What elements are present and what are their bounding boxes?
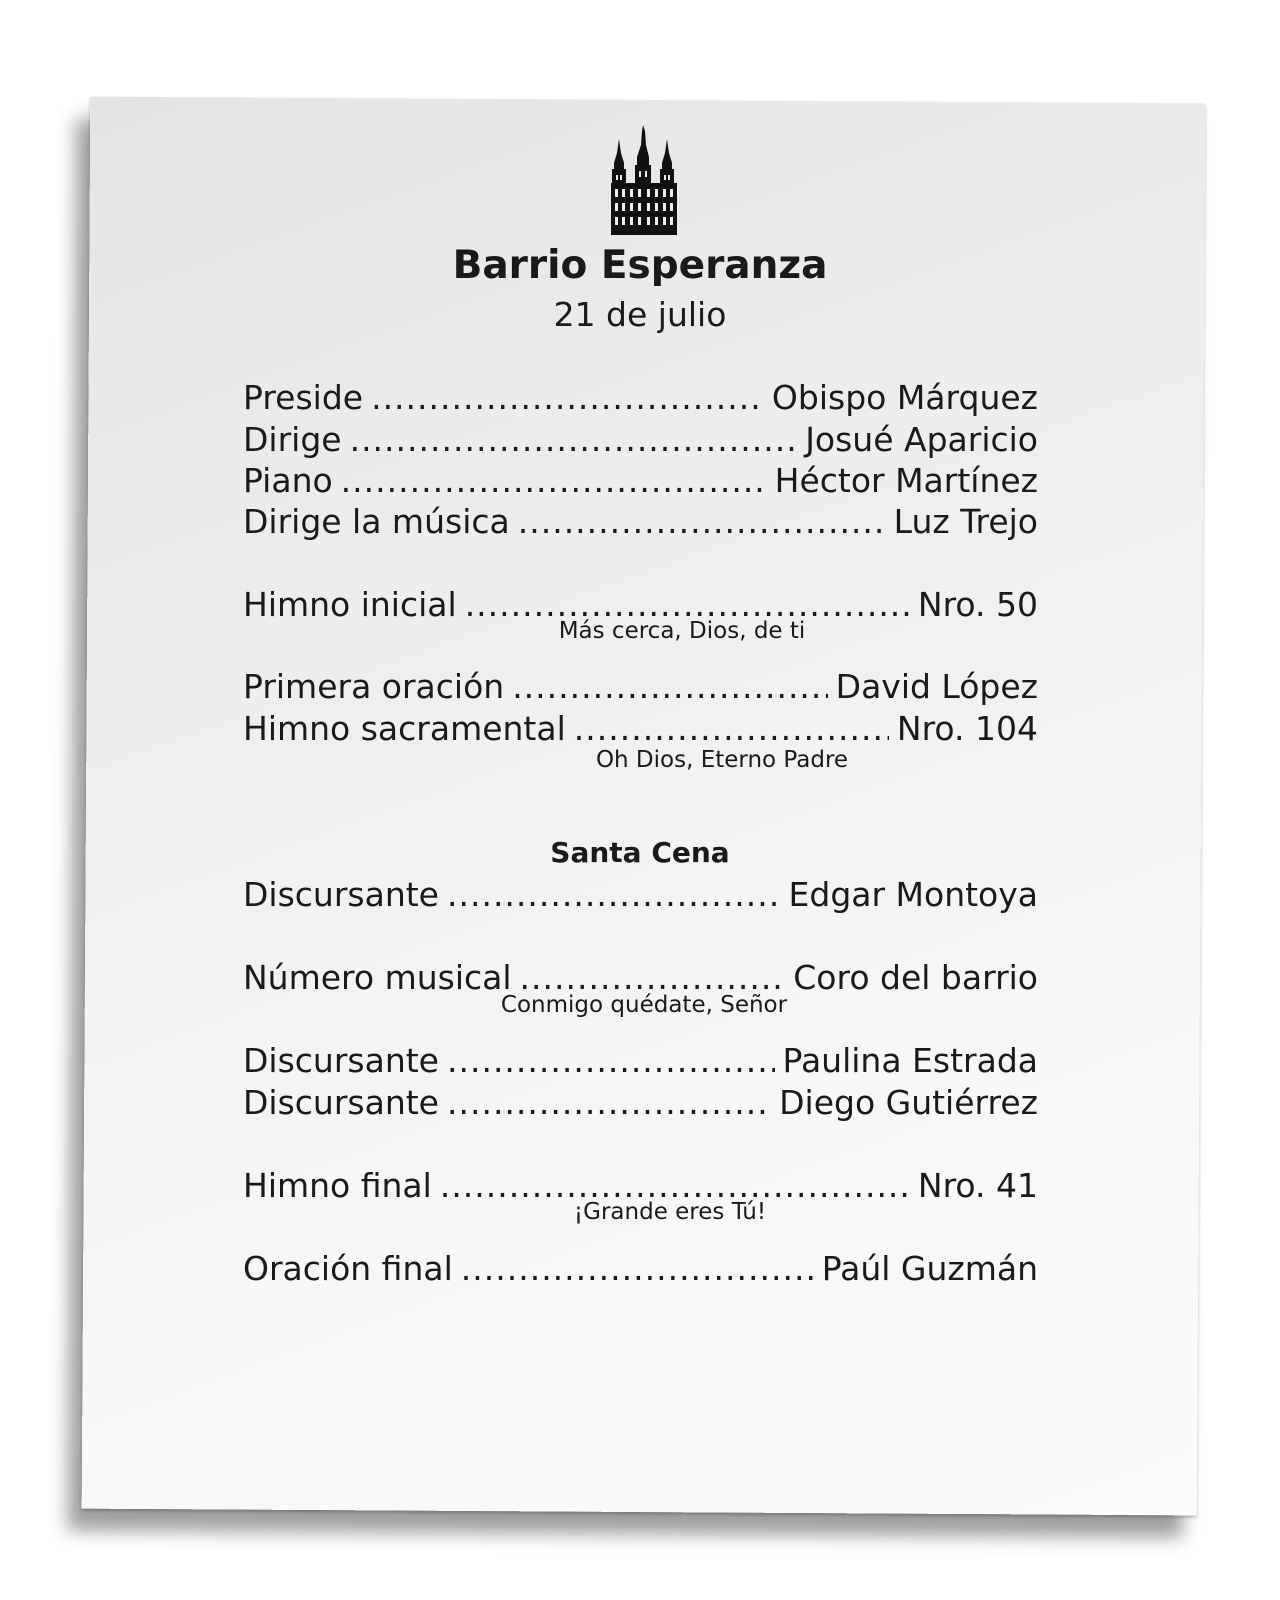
row-label: Oración final bbox=[243, 1249, 453, 1288]
musical-number-title: Conmigo quédate, Señor bbox=[500, 992, 788, 1018]
program-row-preside bbox=[243, 376, 1038, 420]
row-label: Discursante bbox=[243, 1041, 439, 1080]
opening-hymn-title: Más cerca, Dios, de ti bbox=[558, 618, 806, 644]
program-row-speaker-2 bbox=[243, 1039, 1038, 1083]
row-value: Luz Trejo bbox=[893, 502, 1038, 541]
row-label: Dirige bbox=[243, 420, 342, 459]
row-value: Héctor Martínez bbox=[774, 461, 1038, 500]
program-row-piano bbox=[243, 459, 1038, 503]
row-value: Nro. 50 bbox=[917, 585, 1038, 624]
row-value: Paúl Guzmán bbox=[821, 1249, 1038, 1288]
row-value: Nro. 104 bbox=[896, 709, 1038, 748]
row-label: Himno final bbox=[243, 1166, 432, 1205]
row-label: Dirige la música bbox=[243, 502, 510, 541]
dot-leader bbox=[447, 873, 781, 917]
dot-leader bbox=[447, 1039, 775, 1083]
row-label: Primera oración bbox=[243, 667, 505, 706]
sacrament-hymn-title: Oh Dios, Eterno Padre bbox=[595, 747, 849, 773]
row-value: Edgar Montoya bbox=[788, 875, 1038, 914]
row-label: Himno inicial bbox=[243, 585, 457, 624]
page-title: Barrio Esperanza bbox=[452, 243, 828, 288]
dot-leader bbox=[461, 1247, 814, 1291]
program-row-sacrament-hymn bbox=[243, 707, 1038, 751]
row-value: Nro. 41 bbox=[917, 1166, 1038, 1205]
row-label: Piano bbox=[243, 461, 333, 500]
row-label: Discursante bbox=[243, 875, 439, 914]
row-label: Himno sacramental bbox=[243, 709, 566, 748]
row-value: Paulina Estrada bbox=[782, 1041, 1038, 1080]
dot-leader bbox=[350, 418, 798, 462]
program-date: 21 de julio bbox=[553, 295, 727, 334]
row-value: Obispo Márquez bbox=[771, 378, 1038, 417]
section-title: Santa Cena bbox=[550, 836, 730, 869]
program-row-music-director bbox=[243, 500, 1038, 544]
row-value: Diego Gutiérrez bbox=[779, 1083, 1038, 1122]
closing-hymn-title: ¡Grande eres Tú! bbox=[573, 1199, 767, 1225]
program-row-dirige bbox=[243, 418, 1038, 462]
program-row-speaker-1 bbox=[243, 873, 1038, 917]
dot-leader bbox=[512, 665, 827, 709]
program-row-closing-prayer bbox=[243, 1247, 1038, 1291]
temple-icon bbox=[611, 125, 679, 235]
dot-leader bbox=[447, 1081, 771, 1125]
row-label: Preside bbox=[243, 378, 364, 417]
row-label: Discursante bbox=[243, 1083, 439, 1122]
dot-leader bbox=[518, 500, 886, 544]
program-row-first-prayer bbox=[243, 665, 1038, 709]
row-value: David López bbox=[835, 667, 1038, 706]
program-row-speaker-3 bbox=[243, 1081, 1038, 1125]
row-label: Número musical bbox=[243, 958, 512, 997]
dot-leader bbox=[371, 376, 764, 420]
row-value: Josué Aparicio bbox=[805, 420, 1038, 459]
row-value: Coro del barrio bbox=[793, 958, 1038, 997]
dot-leader bbox=[341, 459, 767, 503]
dot-leader bbox=[574, 707, 889, 751]
